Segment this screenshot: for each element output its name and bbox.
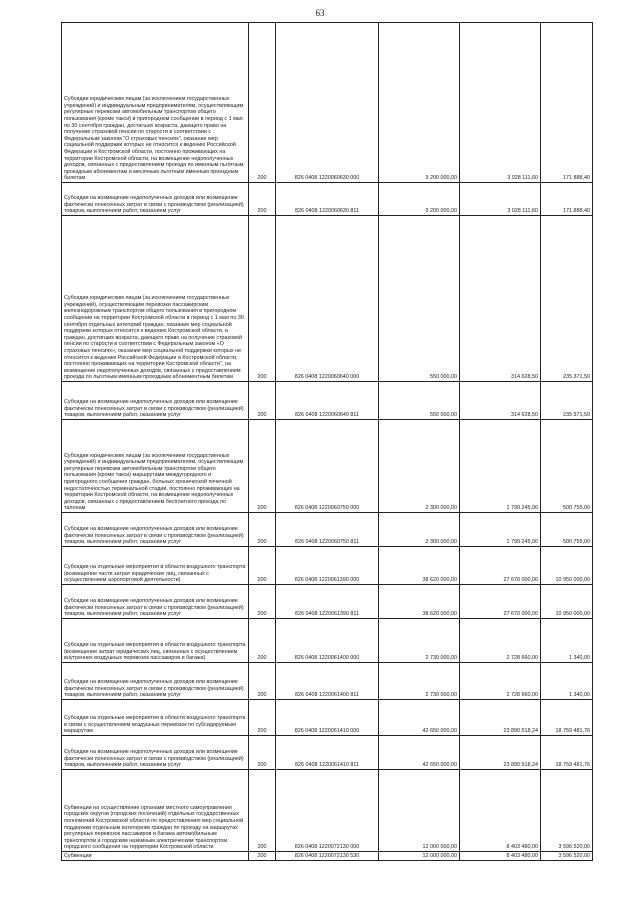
executed-amount: 8 403 480,00 (460, 852, 541, 861)
budget-classification-code: 826 0408 1220061390 811 (276, 585, 379, 619)
budget-classification-code: 826 0408 1220060640 811 (276, 382, 379, 420)
table-row (62, 23, 593, 183)
approved-amount: 38 620 000,00 (379, 585, 460, 619)
table-row (62, 216, 593, 382)
admin-code: 200 (249, 663, 276, 700)
unexecuted-amount: 235 371,50 (541, 382, 593, 420)
admin-code: 200 (249, 736, 276, 770)
approved-amount: 3 200 000,00 (379, 23, 460, 183)
table-row (62, 852, 593, 861)
table-row (62, 585, 593, 619)
approved-amount: 38 620 000,00 (379, 547, 460, 585)
expense-description: Субсидии юридическим лицам (за исключением государственных учреждений) и индивидуальным предпринимателям, осуществляющим регулярные перевозки автомобильным транспортом общего пользования (кроме такси) маршрутами междугородного и пригородного сообщения граждан, больных хронической почечной недостаточностью терминальной стадии, постоянно проживающих на территории Костромской области, на возмещение недополученных доходов, связанных с предоставлением бесплатного проезда по талонам (62, 420, 249, 513)
approved-amount: 12 000 000,00 (379, 770, 460, 852)
admin-code: 200 (249, 183, 276, 216)
budget-classification-code: 826 0408 1220060630 000 (276, 23, 379, 183)
budget-classification-code: 826 0408 1220061410 000 (276, 700, 379, 736)
admin-code: 200 (249, 23, 276, 183)
expense-description: Субсидии на возмещение недополученных доходов или возмещение фактически понесенных затрат в связи с производством (реализацией) товаров, выполнением работ, оказанием услуг (62, 663, 249, 700)
unexecuted-amount: 500 755,00 (541, 420, 593, 513)
expense-description: Субсидии на возмещение недополученных доходов или возмещение фактически понесенных затрат в связи с производством (реализацией) товаров, выполнением работ, оказанием услуг (62, 513, 249, 547)
budget-classification-code: 826 0408 1220072130 530 (276, 852, 379, 861)
budget-classification-code: 826 0408 1220061390 000 (276, 547, 379, 585)
unexecuted-amount: 171 888,40 (541, 23, 593, 183)
admin-code: 200 (249, 619, 276, 663)
expense-description: Субсидии юридическим лицам (за исключением государственных учреждений), осуществляющим перевозки пассажирским железнодорожным транспортом общего пользования в пригородном сообщении на территории Костромской области в период с 1 мая по 30 сентября отдельных категорий граждан, оказание мер социальной поддержки которых относится к ведению Костромской области, и граждан, достигших возраста, дающего право на получение страховой пенсии по старости в соответствии с Федеральным законом «О страховых пенсиях», оказание мер социальной поддержки которых не относится к ведению Российской Федерации и Костромской области, постоянно проживающих на территории Костромской области", на возмещение недополученных доходов, связанных с предоставлением проезда по льготным именным проездным абонементным билетам (62, 216, 249, 382)
approved-amount: 550 000,00 (379, 216, 460, 382)
executed-amount: 27 670 000,00 (460, 585, 541, 619)
executed-amount: 1 799 245,00 (460, 420, 541, 513)
table-row (62, 513, 593, 547)
budget-classification-code: 826 0408 1220061410 811 (276, 736, 379, 770)
budget-execution-table (61, 22, 593, 861)
budget-classification-code: 826 0408 1220060640 000 (276, 216, 379, 382)
admin-code: 200 (249, 852, 276, 861)
executed-amount: 2 728 660,00 (460, 663, 541, 700)
executed-amount: 23 890 518,24 (460, 700, 541, 736)
table-row (62, 619, 593, 663)
unexecuted-amount: 10 950 000,00 (541, 547, 593, 585)
approved-amount: 2 300 000,00 (379, 420, 460, 513)
expense-description: Субсидии на возмещение недополученных доходов или возмещение фактически понесенных затрат в связи с производством (реализацией) товаров, выполнением работ, оказанием услуг (62, 382, 249, 420)
admin-code: 200 (249, 585, 276, 619)
unexecuted-amount: 3 596 520,00 (541, 852, 593, 861)
table-row (62, 736, 593, 770)
executed-amount: 314 628,50 (460, 382, 541, 420)
budget-classification-code: 826 0408 1220060750 000 (276, 420, 379, 513)
executed-amount: 8 403 480,00 (460, 770, 541, 852)
table-row (62, 183, 593, 216)
table-row (62, 700, 593, 736)
expense-description: Субсидии на возмещение недополученных доходов или возмещение фактически понесенных затрат в связи с производством (реализацией) товаров, выполнением работ, оказанием услуг (62, 183, 249, 216)
executed-amount: 2 728 660,00 (460, 619, 541, 663)
unexecuted-amount: 3 596 520,00 (541, 770, 593, 852)
unexecuted-amount: 235 371,50 (541, 216, 593, 382)
unexecuted-amount: 1 340,00 (541, 619, 593, 663)
approved-amount: 2 730 000,00 (379, 663, 460, 700)
expense-description: Субвенции на осуществление органами местного самоуправления городских округов (городских поселений) отдельных государственных полномочий Костромской области по предоставлению мер социальной поддержки отдельным категориям граждан по проезду на маршрутах регулярных перевозок пассажиров и багажа автомобильным транспортом и городским наземным электрическим транспортом городского сообщения на территории Костромской области (62, 770, 249, 852)
budget-classification-code: 826 0408 1220060750 811 (276, 513, 379, 547)
approved-amount: 2 300 000,00 (379, 513, 460, 547)
approved-amount: 12 000 000,00 (379, 852, 460, 861)
table-row (62, 770, 593, 852)
table-row (62, 663, 593, 700)
admin-code: 200 (249, 420, 276, 513)
expense-description: Субсидии на отдельные мероприятия в области воздушного транспорта (возмещение части затрат юридических лиц, связанных с осуществлением аэропортовой деятельности) (62, 547, 249, 585)
admin-code: 200 (249, 382, 276, 420)
budget-classification-code: 826 0408 1220072130 000 (276, 770, 379, 852)
unexecuted-amount: 18 759 481,76 (541, 736, 593, 770)
approved-amount: 42 650 000,00 (379, 736, 460, 770)
expense-description: Субвенции (62, 852, 249, 861)
expense-description: Субсидии на возмещение недополученных доходов или возмещение фактически понесенных затрат в связи с производством (реализацией) товаров, выполнением работ, оказанием услуг (62, 585, 249, 619)
admin-code: 200 (249, 770, 276, 852)
admin-code: 200 (249, 700, 276, 736)
budget-classification-code: 826 0408 1220060630 811 (276, 183, 379, 216)
expense-description: Субсидии на возмещение недополученных доходов или возмещение фактически понесенных затрат в связи с производством (реализацией) товаров, выполнением работ, оказанием услуг (62, 736, 249, 770)
approved-amount: 550 000,00 (379, 382, 460, 420)
approved-amount: 3 200 000,00 (379, 183, 460, 216)
executed-amount: 314 628,50 (460, 216, 541, 382)
budget-classification-code: 826 0408 1220061400 811 (276, 663, 379, 700)
executed-amount: 3 028 111,60 (460, 23, 541, 183)
unexecuted-amount: 171 888,40 (541, 183, 593, 216)
unexecuted-amount: 10 950 000,00 (541, 585, 593, 619)
page-number: 63 (315, 8, 325, 18)
table-row (62, 420, 593, 513)
unexecuted-amount: 500 755,00 (541, 513, 593, 547)
table-row (62, 547, 593, 585)
expense-description: Субсидии на отдельные мероприятия в области воздушного транспорта (возмещение затрат юридических лиц, связанных с осуществлением внутренних воздушных перевозок пассажиров и багажа) (62, 619, 249, 663)
admin-code: 200 (249, 513, 276, 547)
expense-description: Субсидии юридическим лицам (за исключением государственных учреждений) и индивидуальным предпринимателям, осуществляющим регулярные перевозки автомобильным транспортом общего пользования (кроме такси) в пригородном сообщении в период с 1 мая по 30 сентября граждан, достигших возраста, дающего право на получение страховой пенсии по старости в соответствии с Федеральным законом "О страховых пенсиях", оказание мер социальной поддержки которых не относится к ведению Российской Федерации и Костромской области, постоянно проживающих на территории Костромской области, на возмещение недополученных доходов, связанных с предоставлением проезда по именным льготным проездным абонементам и месячным льготным именным проездным билетам (62, 23, 249, 183)
approved-amount: 2 730 000,00 (379, 619, 460, 663)
expense-description: Субсидии на отдельные мероприятия в области воздушного транспорта в связи с осуществлением воздушных перевозок по субсидируемым маршрутам (62, 700, 249, 736)
executed-amount: 3 028 111,60 (460, 183, 541, 216)
executed-amount: 27 670 000,00 (460, 547, 541, 585)
budget-classification-code: 826 0408 1220061400 000 (276, 619, 379, 663)
admin-code: 200 (249, 547, 276, 585)
executed-amount: 1 799 245,00 (460, 513, 541, 547)
executed-amount: 23 890 518,24 (460, 736, 541, 770)
unexecuted-amount: 18 759 481,76 (541, 700, 593, 736)
table-row (62, 382, 593, 420)
approved-amount: 42 650 000,00 (379, 700, 460, 736)
admin-code: 200 (249, 216, 276, 382)
unexecuted-amount: 1 340,00 (541, 663, 593, 700)
